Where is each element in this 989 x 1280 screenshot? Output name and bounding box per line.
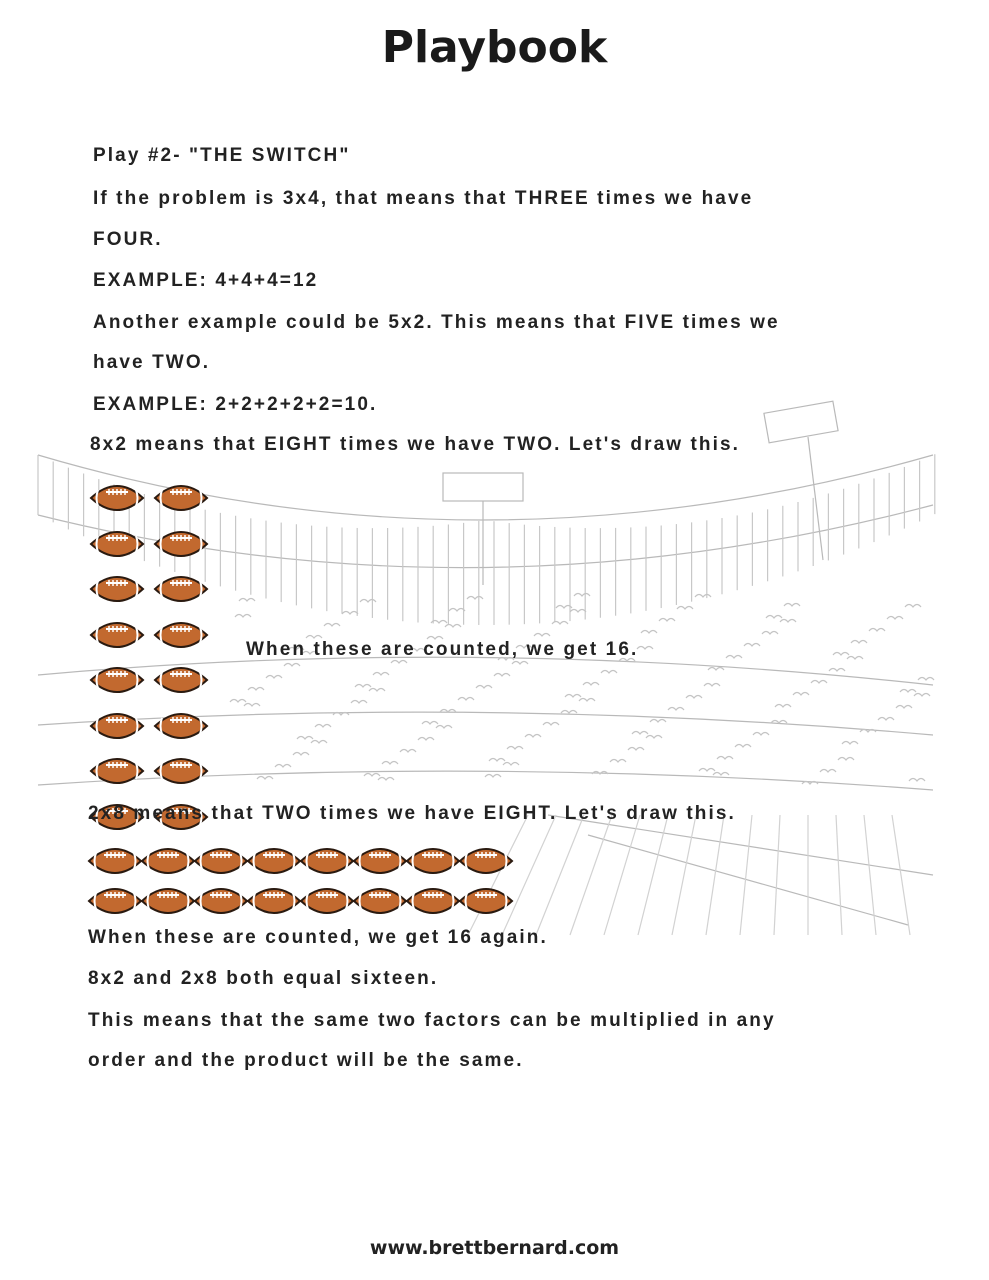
football-icon: [140, 843, 196, 879]
football-icon: [89, 480, 145, 516]
football-icon: [458, 843, 514, 879]
counted-line-1: When these are counted, we get 16.: [246, 639, 639, 660]
text-line-8: 2x8 means that TWO times we have EIGHT. Let's draw this.: [88, 803, 736, 824]
text-line-1: If the problem is 3x4, that means that THREE times we have: [93, 188, 754, 209]
football-icon: [89, 708, 145, 744]
text-line-5: have TWO.: [93, 352, 211, 373]
football-icon: [89, 662, 145, 698]
football-icon: [193, 883, 249, 919]
football-icon: [89, 617, 145, 653]
play-heading: Play #2- "THE SWITCH": [93, 145, 351, 166]
footer-url: www.brettbernard.com: [369, 1237, 620, 1259]
page-title: Playbook: [381, 22, 608, 73]
text-line-12: order and the product will be the same.: [88, 1050, 524, 1071]
football-icon: [153, 662, 209, 698]
football-icon: [87, 883, 143, 919]
text-line-11: This means that the same two factors can be multiplied in any: [88, 1010, 776, 1031]
football-icon: [246, 883, 302, 919]
football-icon: [405, 883, 461, 919]
football-icon: [193, 843, 249, 879]
text-line-4: Another example could be 5x2. This means that FIVE times we: [93, 312, 780, 333]
football-icon: [352, 883, 408, 919]
text-line-10: 8x2 and 2x8 both equal sixteen.: [88, 968, 439, 989]
football-icon: [405, 843, 461, 879]
football-icon: [458, 883, 514, 919]
football-icon: [352, 843, 408, 879]
football-icon: [153, 617, 209, 653]
text-line-9: When these are counted, we get 16 again.: [88, 927, 548, 948]
football-icon: [246, 843, 302, 879]
football-icon: [299, 883, 355, 919]
example-line-1: EXAMPLE: 4+4+4=12: [93, 270, 319, 291]
football-icon: [299, 843, 355, 879]
text-line-2: FOUR.: [93, 229, 163, 250]
football-icon: [89, 753, 145, 789]
football-icon: [153, 480, 209, 516]
football-icon: [87, 843, 143, 879]
football-icon: [89, 526, 145, 562]
example-line-2: EXAMPLE: 2+2+2+2+2=10.: [93, 394, 378, 415]
football-icon: [153, 753, 209, 789]
football-icon: [153, 571, 209, 607]
football-icon: [89, 571, 145, 607]
text-line-7: 8x2 means that EIGHT times we have TWO. Let's draw this.: [90, 434, 741, 455]
football-icon: [153, 708, 209, 744]
football-icon: [140, 883, 196, 919]
football-icon: [153, 526, 209, 562]
